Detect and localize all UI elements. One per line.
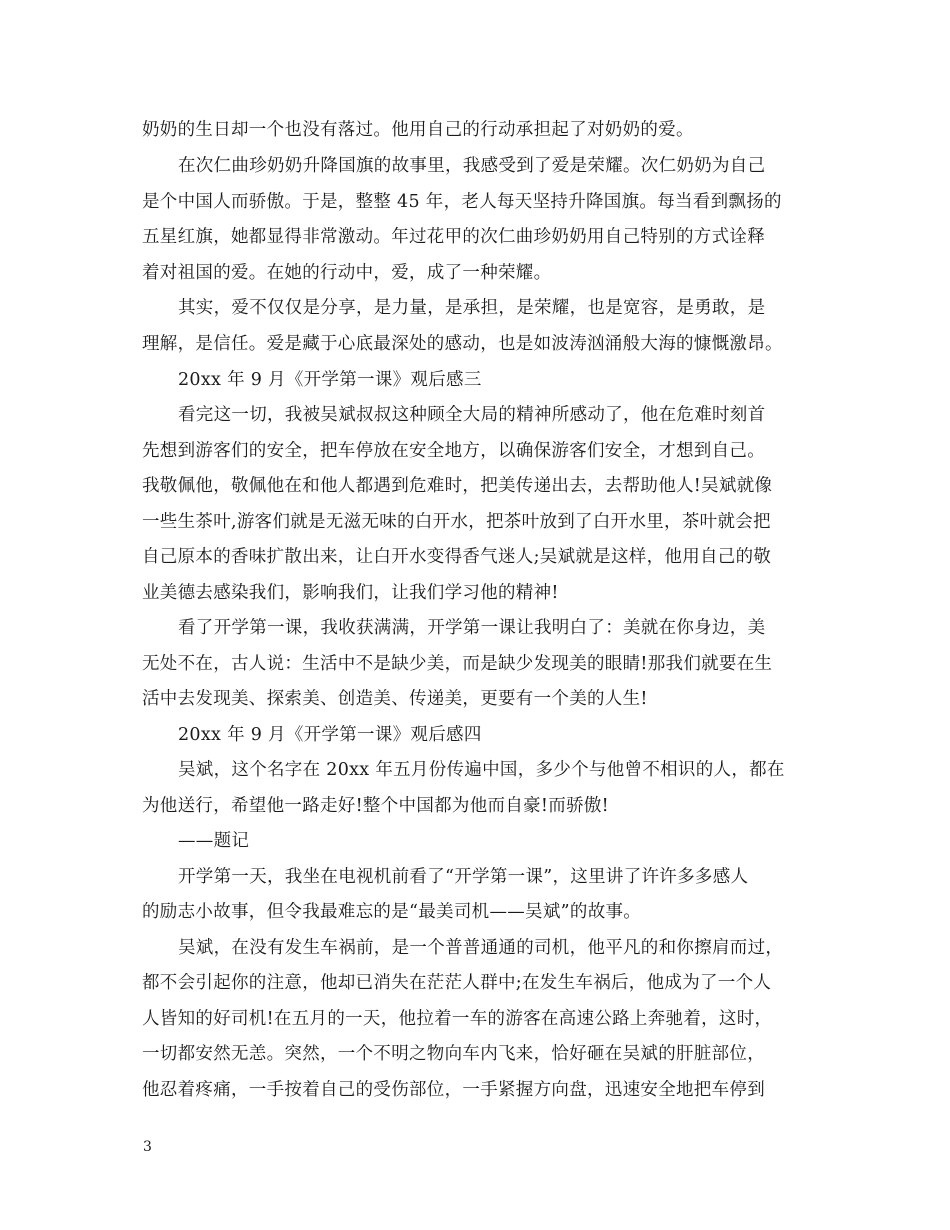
text-line: 看了开学第一课，我收获满满，开学第一课让我明白了：美就在你身边，美	[178, 618, 766, 638]
section-heading: 20xx 年 9 月《开学第一课》观后感四	[178, 725, 482, 745]
text-line: 的励志小故事，但令我最难忘的是“最美司机——吴斌”的故事。	[142, 902, 642, 922]
text-line: 在次仁曲珍奶奶升降国旗的故事里，我感受到了爱是荣耀。次仁奶奶为自己	[178, 156, 766, 176]
text-line: 五星红旗，她都显得非常激动。年过花甲的次仁曲珍奶奶用自己特别的方式诠释	[142, 227, 765, 247]
text-line: 都不会引起你的注意，他却已消失在茫茫人群中;在发生车祸后，他成为了一个人	[142, 973, 772, 993]
text-line: 活中去发现美、探索美、创造美、传递美，更要有一个美的人生!	[142, 689, 648, 709]
text-line: 他忍着疼痛，一手按着自己的受伤部位，一手紧握方向盘，迅速安全地把车停到	[142, 1080, 765, 1100]
text-line: 是个中国人而骄傲。于是，整整 45 年，老人每天坚持升降国旗。每当看到飘扬的	[142, 192, 782, 212]
text-line: 其实，爱不仅仅是分享，是力量，是承担，是荣耀，也是宽容，是勇敢，是	[178, 298, 766, 318]
text-line: 我敬佩他，敬佩他在和他人都遇到危难时，把美传递出去，去帮助他人!吴斌就像	[142, 476, 773, 496]
page-number: 3	[143, 1139, 152, 1155]
text-line: 自己原本的香味扩散出来，让白开水变得香气迷人;吴斌就是这样，他用自己的敬	[142, 547, 772, 567]
text-line: 先想到游客们的安全，把车停放在安全地方，以确保游客们安全，才想到自己。	[142, 441, 765, 461]
text-line: 开学第一天，我坐在电视机前看了“开学第一课”，这里讲了许许多多感人	[178, 867, 749, 887]
text-line: 着对祖国的爱。在她的行动中，爱，成了一种荣耀。	[142, 263, 552, 283]
text-line: 业美德去感染我们，影响我们，让我们学习他的精神!	[142, 583, 559, 603]
text-line: 吴斌，这个名字在 20xx 年五月份传遍中国，多少个与他曾不相识的人，都在	[178, 760, 785, 780]
text-line: 看完这一切，我被吴斌叔叔这种顾全大局的精神所感动了，他在危难时刻首	[178, 405, 766, 425]
text-line: 一切都安然无恙。突然，一个不明之物向车内飞来，恰好砸在吴斌的肝脏部位，	[142, 1044, 765, 1064]
epigraph-note: ——题记	[178, 831, 250, 851]
text-line: 人皆知的好司机!在五月的一天，他拉着一车的游客在高速公路上奔驰着，这时，	[142, 1009, 773, 1029]
text-line: 吴斌，在没有发生车祸前，是一个普普通通的司机，他平凡的和你擦肩而过，	[178, 938, 784, 958]
text-line: 奶奶的生日却一个也没有落过。他用自己的行动承担起了对奶奶的爱。	[142, 120, 694, 140]
text-line: 理解，是信任。爱是藏于心底最深处的感动，也是如波涛汹涌般大海的慷慨激昂。	[142, 334, 783, 354]
section-heading: 20xx 年 9 月《开学第一课》观后感三	[178, 370, 482, 390]
text-line: 一些生茶叶,游客们就是无滋无味的白开水，把茶叶放到了白开水里，茶叶就会把	[142, 512, 771, 532]
text-line: 无处不在，古人说：生活中不是缺少美，而是缺少发现美的眼睛!那我们就要在生	[142, 654, 773, 674]
text-line: 为他送行，希望他一路走好!整个中国都为他而自豪!而骄傲!	[142, 796, 609, 816]
